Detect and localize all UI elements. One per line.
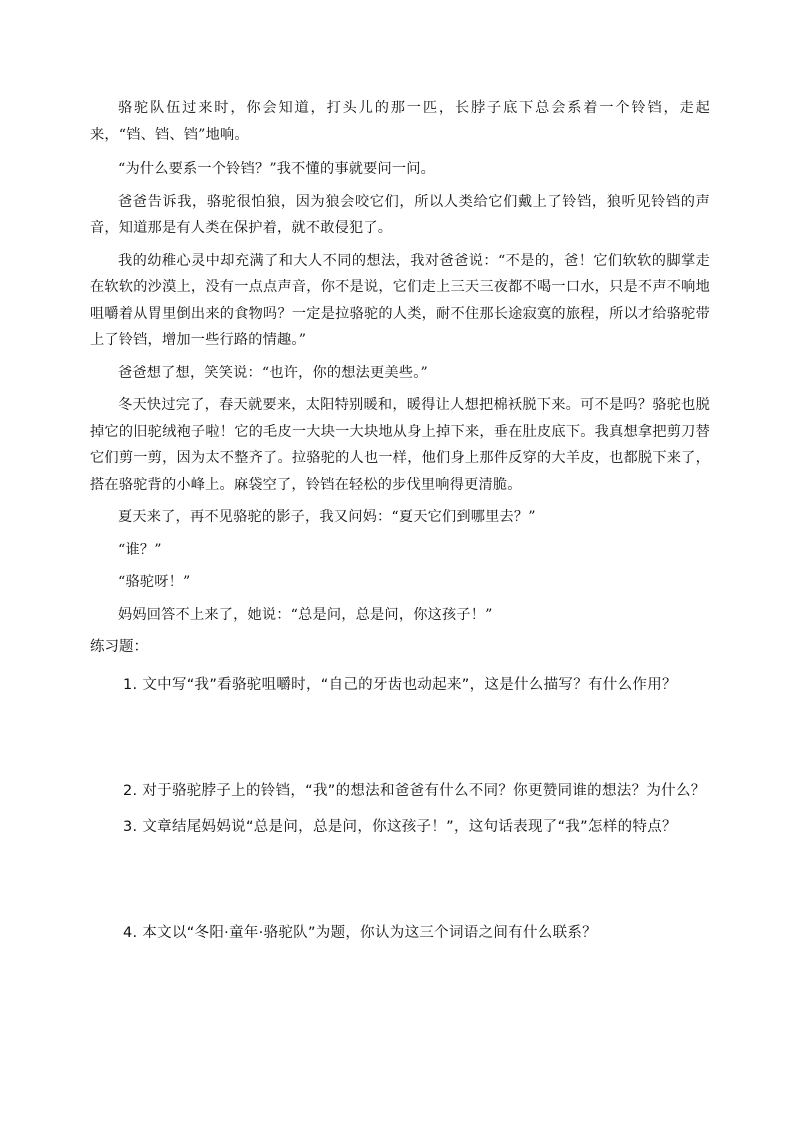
exercise-question-4: 4. 本文以“冬阳·童年·骆驼队”为题，你认为这三个词语之间有什么联系？	[123, 925, 597, 941]
story-paragraph: 骆驼队伍过来时，你会知道，打头儿的那一匹，长脖子底下总会系着一个铃铛，走起来，“铛、铛、铛”地响。	[90, 100, 710, 143]
story-paragraph: 我的幼稚心灵中却充满了和大人不同的想法，我对爸爸说：“不是的，爸！它们软软的脚掌走在软软的沙漠上，没有一点点声音，你不是说，它们走上三天三夜都不喝一口水，只是不声不响地咀嚼着从胃里倒出来的食物吗？一定是拉骆驼的人类，耐不住那长途寂寞的旅程，所以才给骆驼带上了铃铛，增加一些行路的情趣。”	[90, 252, 710, 348]
story-paragraph: 夏天来了，再不见骆驼的影子，我又问妈：“夏天它们到哪里去？”	[118, 509, 536, 525]
story-paragraph: “谁？”	[118, 541, 162, 558]
story-paragraph: “为什么要系一个铃铛？”我不懂的事就要问一问。	[118, 161, 436, 177]
story-text	[90, 95, 710, 628]
exercise-question-3: 3. 文章结尾妈妈说“总是问，总是问，你这孩子！”，这句话表现了“我”怎样的特点？	[123, 819, 677, 835]
exercise-question-2: 2. 对于骆驼脖子上的铃铛，“我”的想法和爸爸有什么不同？你更赞同谁的想法？为什么？	[123, 783, 706, 799]
story-paragraph: “骆驼呀！”	[118, 574, 191, 590]
document-page	[90, 95, 710, 946]
exercises-title: 练习题：	[90, 639, 148, 655]
story-paragraph: 妈妈回答不上来了，她说：“总是问，总是问，你这孩子！”	[118, 606, 493, 623]
story-paragraph: 冬天快过完了，春天就要来，太阳特别暖和，暖得让人想把棉袄脱下来。可不是吗？骆驼也脱掉它的旧驼绒袍子啦！它的毛皮一大块一大块地从身上掉下来，垂在肚皮底下。我真想拿把剪刀替它们剪一剪，因为太不整齐了。拉骆驼的人也一样，他们身上那件反穿的大羊皮，也都脱下来了，搭在骆驼背的小峰上。麻袋空了，铃铛在轻松的步伐里响得更清脆。	[90, 397, 710, 493]
story-paragraph: 爸爸告诉我，骆驼很怕狼，因为狼会咬它们，所以人类给它们戴上了铃铛，狼听见铃铛的声音，知道那是有人类在保护着，就不敢侵犯了。	[90, 193, 710, 236]
exercise-question-1: 1. 文中写“我”看骆驼咀嚼时，“自己的牙齿也动起来”，这是什么描写？有什么作用？	[123, 677, 677, 693]
story-paragraph: 爸爸想了想，笑笑说：“也许，你的想法更美些。”	[118, 364, 428, 381]
